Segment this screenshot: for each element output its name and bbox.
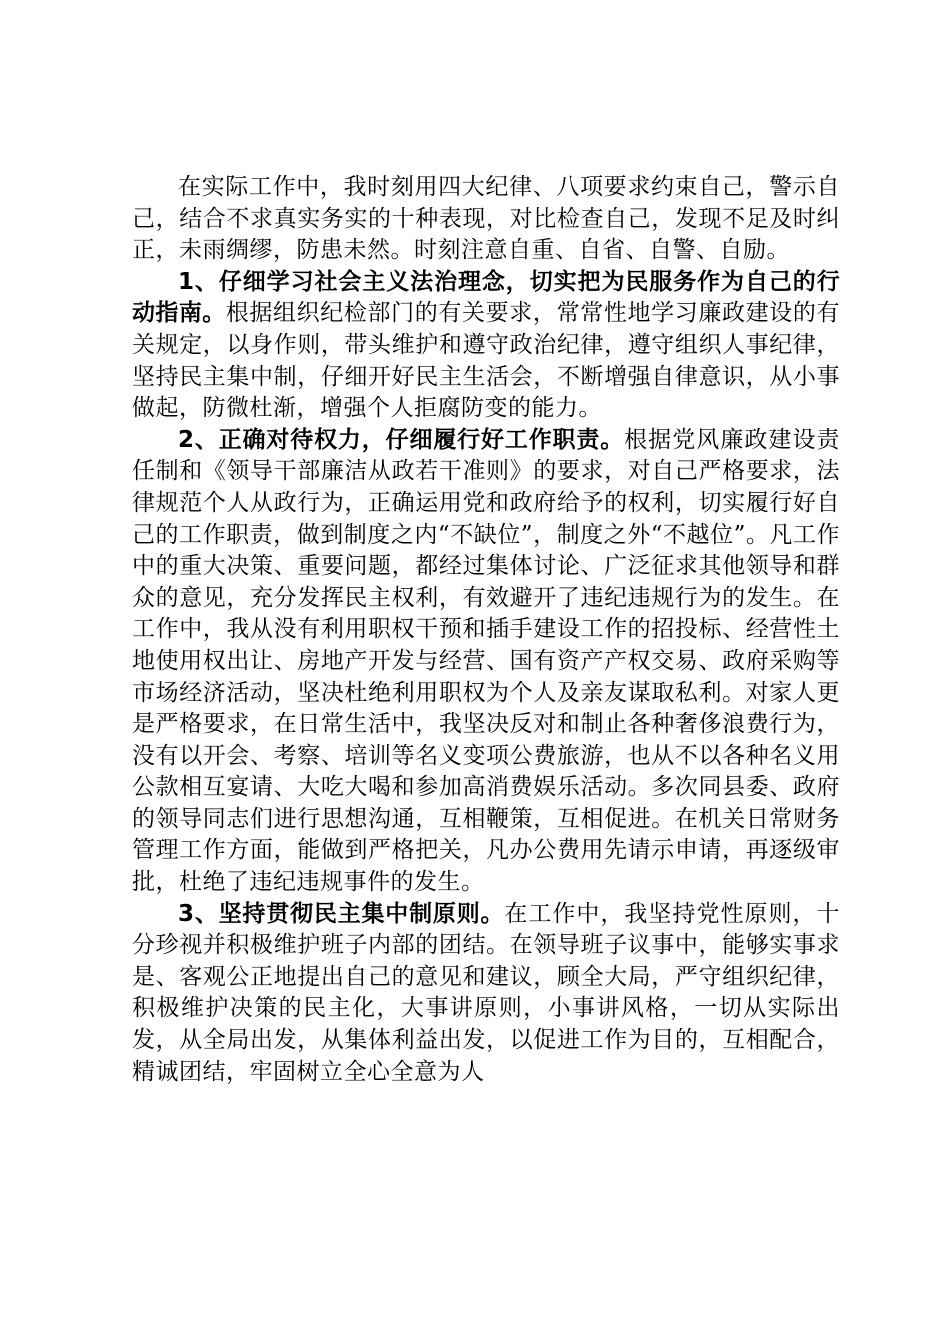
paragraph-body: 根据党风廉政建设责任制和《领导干部廉洁从政若干准则》的要求，对自己严格要求，法律规范个人从政行为，正确运用党和政府给予的权利，切实履行好自己的工作职责，做到制度之内“不缺位”，制度之外“不越位”。凡工作中的重大决策、重要问题，都经过集体讨论、广泛征求其他领导和群众的意见，充分发挥民主权利，有效避开了违纪违规行为的发生。在工作中，我从没有利用职权干预和插手建设工作的招投标、经营性土地使用权出让、房地产开发与经营、国有资产产权交易、政府采购等市场经济活动，坚决杜绝利用职权为个人及亲友谋取私利。对家人更是严格要求，在日常生活中，我坚决反对和制止各种奢侈浪费行为，没有以开会、考察、培训等名义变项公费旅游，也从不以各种名义用公款相互宴请、大吃大喝和参加高消费娱乐活动。多次同县委、政府的领导同志们进行思想沟通，互相鞭策，互相促进。在机关日常财务管理工作方面，能做到严格把关，凡办公费用先请示申请，再逐级审批，杜绝了违纪违规事件的发生。 [132,426,840,896]
document-page [132,172,840,1088]
paragraph-body: 在工作中，我坚持党性原则，十分珍视并积极维护班子内部的团结。在领导班子议事中，能够实事求是、客观公正地提出自己的意见和建议，顾全大局，严守组织纪律，积极维护决策的民主化，大事讲原则，小事讲风格，一切从实际出发，从全局出发，从集体利益出发，以促进工作为目的，互相配合，精诚团结，牢固树立全心全意为人 [132,900,840,1085]
paragraph-point-3 [132,899,840,1089]
paragraph-body: 根据组织纪检部门的有关要求，常常性地学习廉政建设的有关规定，以身作则，带头维护和遵守政治纪律，遵守组织人事纪律，坚持民主集中制，仔细开好民主生活会，不断增强自律意识，从小事做起，防微杜渐，增强个人拒腐防变的能力。 [132,300,841,422]
paragraph-lead: 2、正确对待权力，仔细履行好工作职责。 [178,426,625,453]
paragraph-point-1 [132,267,840,425]
paragraph-body: 在实际工作中，我时刻用四大纪律、八项要求约束自己，警示自己，结合不求真实务实的十种表现，对比检查自己，发现不足及时纠正，未雨绸缪，防患未然。时刻注意自重、自省、自警、自励。 [132,174,840,264]
paragraph-intro [132,172,840,267]
paragraph-point-2 [132,425,840,899]
paragraph-lead: 3、坚持贯彻民主集中制原则。 [178,900,505,927]
paragraph-lead: 1、仔细学习社会主义法治理念，切实把为民服务作为自己的行动指南。 [132,268,840,327]
